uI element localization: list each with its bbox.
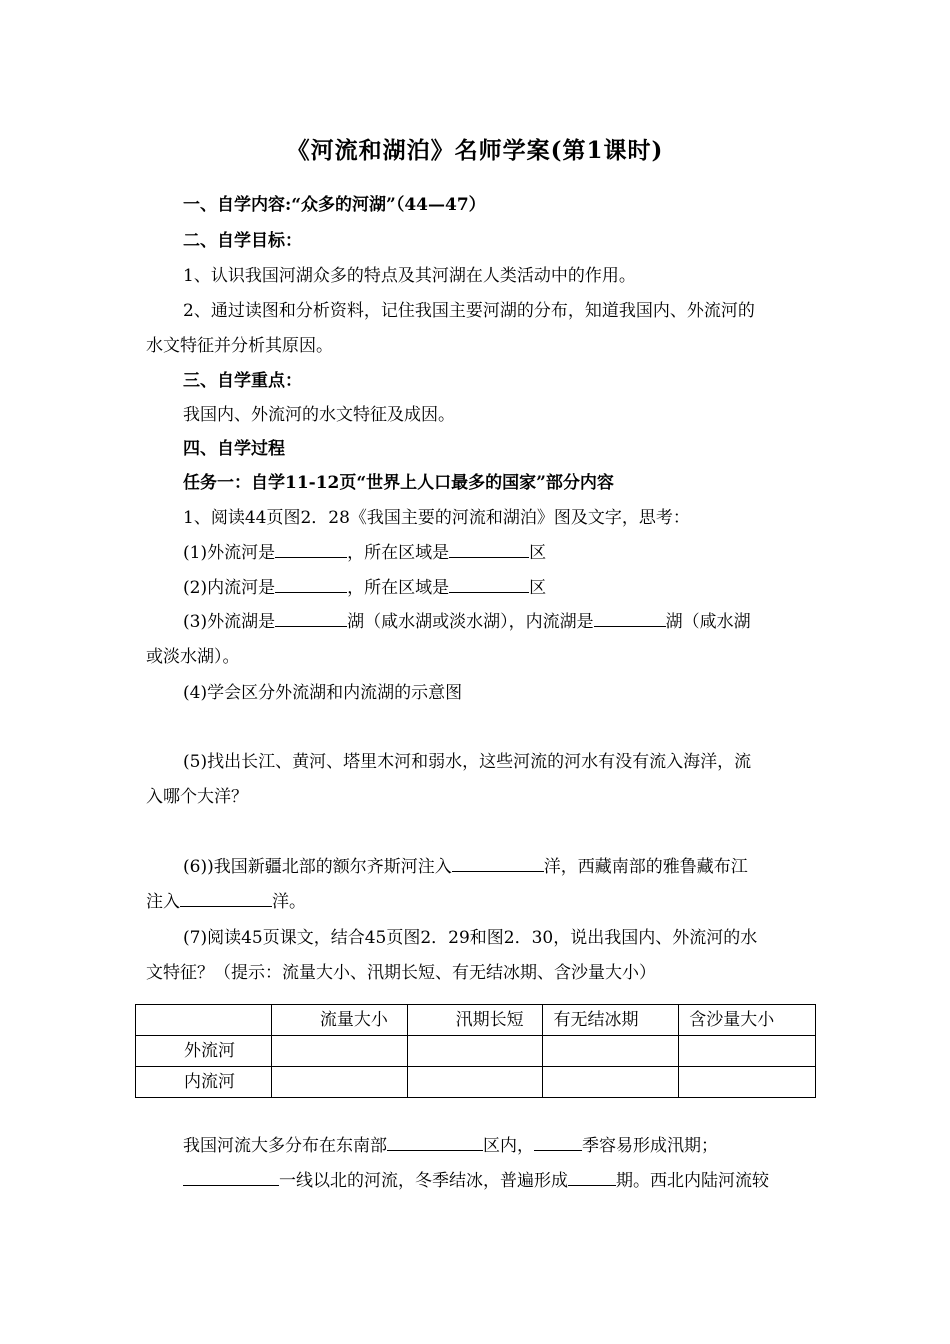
q1-3-text-b: 湖（咸水湖或淡水湖），内流湖是 [347, 612, 594, 632]
goal-2-line-1: 2、通过读图和分析资料，记住我国主要河湖的分布，知道我国内、外流河的 [183, 301, 755, 321]
table-row-header: 内流河 [136, 1067, 272, 1098]
question-1-5-line-1: (5)找出长江、黄河、塔里木河和弱水，这些河流的河水有没有流入海洋，流 [183, 752, 752, 772]
question-1-7-line-2: 文特征？（提示：流量大小、汛期长短、有无结冰期、含沙量大小） [146, 963, 656, 983]
q1-6-text-d: 洋。 [272, 892, 306, 912]
question-1-5-line-2: 入哪个大洋？ [146, 787, 248, 807]
summary-1-text-b: 区内， [483, 1136, 534, 1156]
table-row [136, 1036, 816, 1067]
goal-2-line-2: 水文特征并分析其原因。 [146, 336, 333, 356]
question-1-7-line-1: (7)阅读45页课文，结合45页图2．29和图2．30，说出我国内、外流河的水 [183, 928, 758, 948]
hydrology-table [135, 1004, 816, 1098]
q1-3-text-a: (3)外流湖是 [183, 612, 276, 632]
section-3-heading: 三、自学重点： [183, 371, 302, 391]
table-header-cell [136, 1005, 272, 1036]
answer-blank[interactable] [275, 542, 347, 558]
table-row-header: 外流河 [136, 1036, 272, 1067]
answer-blank[interactable] [180, 891, 272, 907]
question-1: 1、阅读44页图2．28《我国主要的河流和湖泊》图及文字，思考： [183, 508, 690, 528]
q1-1-text-a: (1)外流河是 [183, 543, 276, 563]
table-header-cell: 流量大小 [271, 1005, 407, 1036]
q1-3-text-c: 湖（咸水湖 [665, 612, 751, 632]
question-1-4: (4)学会区分外流湖和内流湖的示意图 [183, 683, 463, 703]
question-1-6-line-1 [183, 852, 851, 877]
table-cell[interactable] [407, 1067, 543, 1098]
answer-blank[interactable] [449, 577, 529, 593]
q1-2-text-b: ，所在区域是 [347, 578, 450, 598]
table-header-row [136, 1005, 816, 1036]
q1-2-text-c: 区 [529, 578, 547, 598]
table-cell[interactable] [271, 1036, 407, 1067]
q1-6-text-b: 洋，西藏南部的雅鲁藏布江 [543, 857, 748, 877]
table-header-cell: 含沙量大小 [679, 1005, 816, 1036]
q1-2-text-a: (2)内流河是 [183, 578, 276, 598]
table-cell[interactable] [543, 1067, 679, 1098]
answer-blank[interactable] [275, 611, 347, 627]
table-header-cell: 汛期长短 [407, 1005, 543, 1036]
table-cell[interactable] [679, 1036, 816, 1067]
answer-blank[interactable] [594, 611, 666, 627]
summary-line-2 [183, 1166, 851, 1191]
table-cell[interactable] [407, 1036, 543, 1067]
summary-2-text-a: 一线以北的河流，冬季结冰，普遍形成 [279, 1171, 568, 1191]
page-title: 《河流和湖泊》名师学案(第1课时) [286, 137, 664, 164]
answer-blank[interactable] [449, 542, 529, 558]
q1-6-text-c: 注入 [146, 892, 180, 912]
section-1-heading: 一、自学内容:“众多的河湖”（44—47） [183, 195, 486, 215]
answer-blank[interactable] [275, 577, 347, 593]
summary-1-text-a: 我国河流大多分布在东南部 [183, 1136, 387, 1156]
question-1-1 [183, 538, 851, 563]
summary-1-text-c: 季容易形成汛期； [582, 1136, 718, 1156]
answer-blank[interactable] [452, 856, 544, 872]
section-2-heading: 二、自学目标： [183, 231, 302, 251]
summary-2-text-b: 期。西北内陆河流较 [616, 1171, 769, 1191]
answer-blank[interactable] [387, 1135, 483, 1151]
answer-blank[interactable] [534, 1135, 582, 1151]
question-1-6-line-2 [146, 887, 814, 912]
key-point: 我国内、外流河的水文特征及成因。 [183, 405, 455, 425]
q1-1-text-c: 区 [529, 543, 547, 563]
table-cell[interactable] [543, 1036, 679, 1067]
section-4-heading: 四、自学过程 [183, 439, 285, 459]
answer-blank[interactable] [183, 1170, 279, 1186]
table-cell[interactable] [271, 1067, 407, 1098]
table-cell[interactable] [679, 1067, 816, 1098]
question-1-2 [183, 573, 851, 598]
q1-1-text-b: ，所在区域是 [347, 543, 450, 563]
q1-6-text-a: (6))我国新疆北部的额尔齐斯河注入 [183, 857, 452, 877]
table-header-cell: 有无结冰期 [543, 1005, 679, 1036]
task-1-heading: 任务一：自学11-12页“世界上人口最多的国家”部分内容 [183, 473, 614, 493]
question-1-3-line-1 [183, 607, 851, 632]
summary-line-1 [183, 1131, 851, 1156]
question-1-3-line-2: 或淡水湖）。 [146, 647, 240, 667]
goal-1: 1、认识我国河湖众多的特点及其河湖在人类活动中的作用。 [183, 266, 636, 286]
answer-blank[interactable] [568, 1170, 616, 1186]
table-row [136, 1067, 816, 1098]
